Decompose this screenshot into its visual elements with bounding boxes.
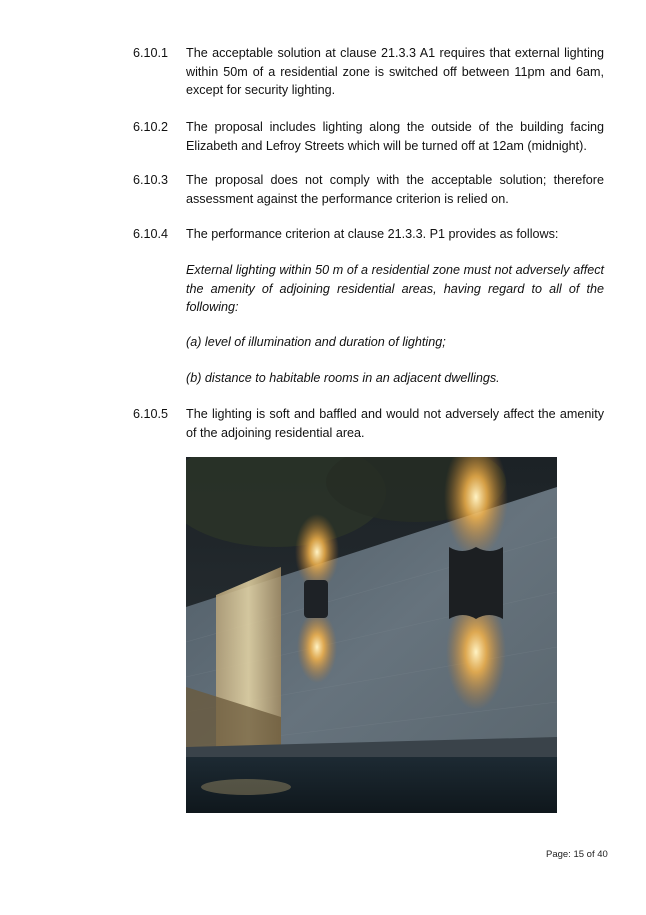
paragraph-number: 6.10.2: [133, 120, 169, 134]
quoted-item-a: (a) level of illumination and duration of lighting;: [186, 335, 446, 349]
paragraph-number: 6.10.4: [133, 227, 169, 241]
paragraph-text: The proposal does not comply with the acceptable solution; therefore assessment against the performance criterion is relied on.: [186, 173, 604, 206]
paragraph-number: 6.10.1: [133, 46, 169, 60]
paragraph-text: The proposal includes lighting along the outside of the building facing Elizabeth and Lefroy Streets which will be turned off at 12am (midnight).: [186, 120, 604, 153]
quoted-criterion: External lighting within 50 m of a residential zone must not adversely affect the amenity of adjoining residential areas, having regard to all of the following:: [186, 263, 604, 315]
paragraph-text: The lighting is soft and baffled and would not adversely affect the amenity of the adjoining residential area.: [186, 407, 604, 440]
wall-lighting-photo: [186, 457, 557, 813]
quoted-item-b: (b) distance to habitable rooms in an adjacent dwellings.: [186, 371, 500, 385]
paragraph-number: 6.10.5: [133, 407, 169, 421]
paragraph-number: 6.10.3: [133, 173, 169, 187]
paragraph-text: The performance criterion at clause 21.3.3. P1 provides as follows:: [186, 227, 559, 241]
page-number-footer: Page: 15 of 40: [546, 849, 608, 860]
paragraph-text: The acceptable solution at clause 21.3.3 A1 requires that external lighting within 50m of a residential zone is switched off between 11pm and 6am, except for security lighting.: [186, 46, 604, 98]
